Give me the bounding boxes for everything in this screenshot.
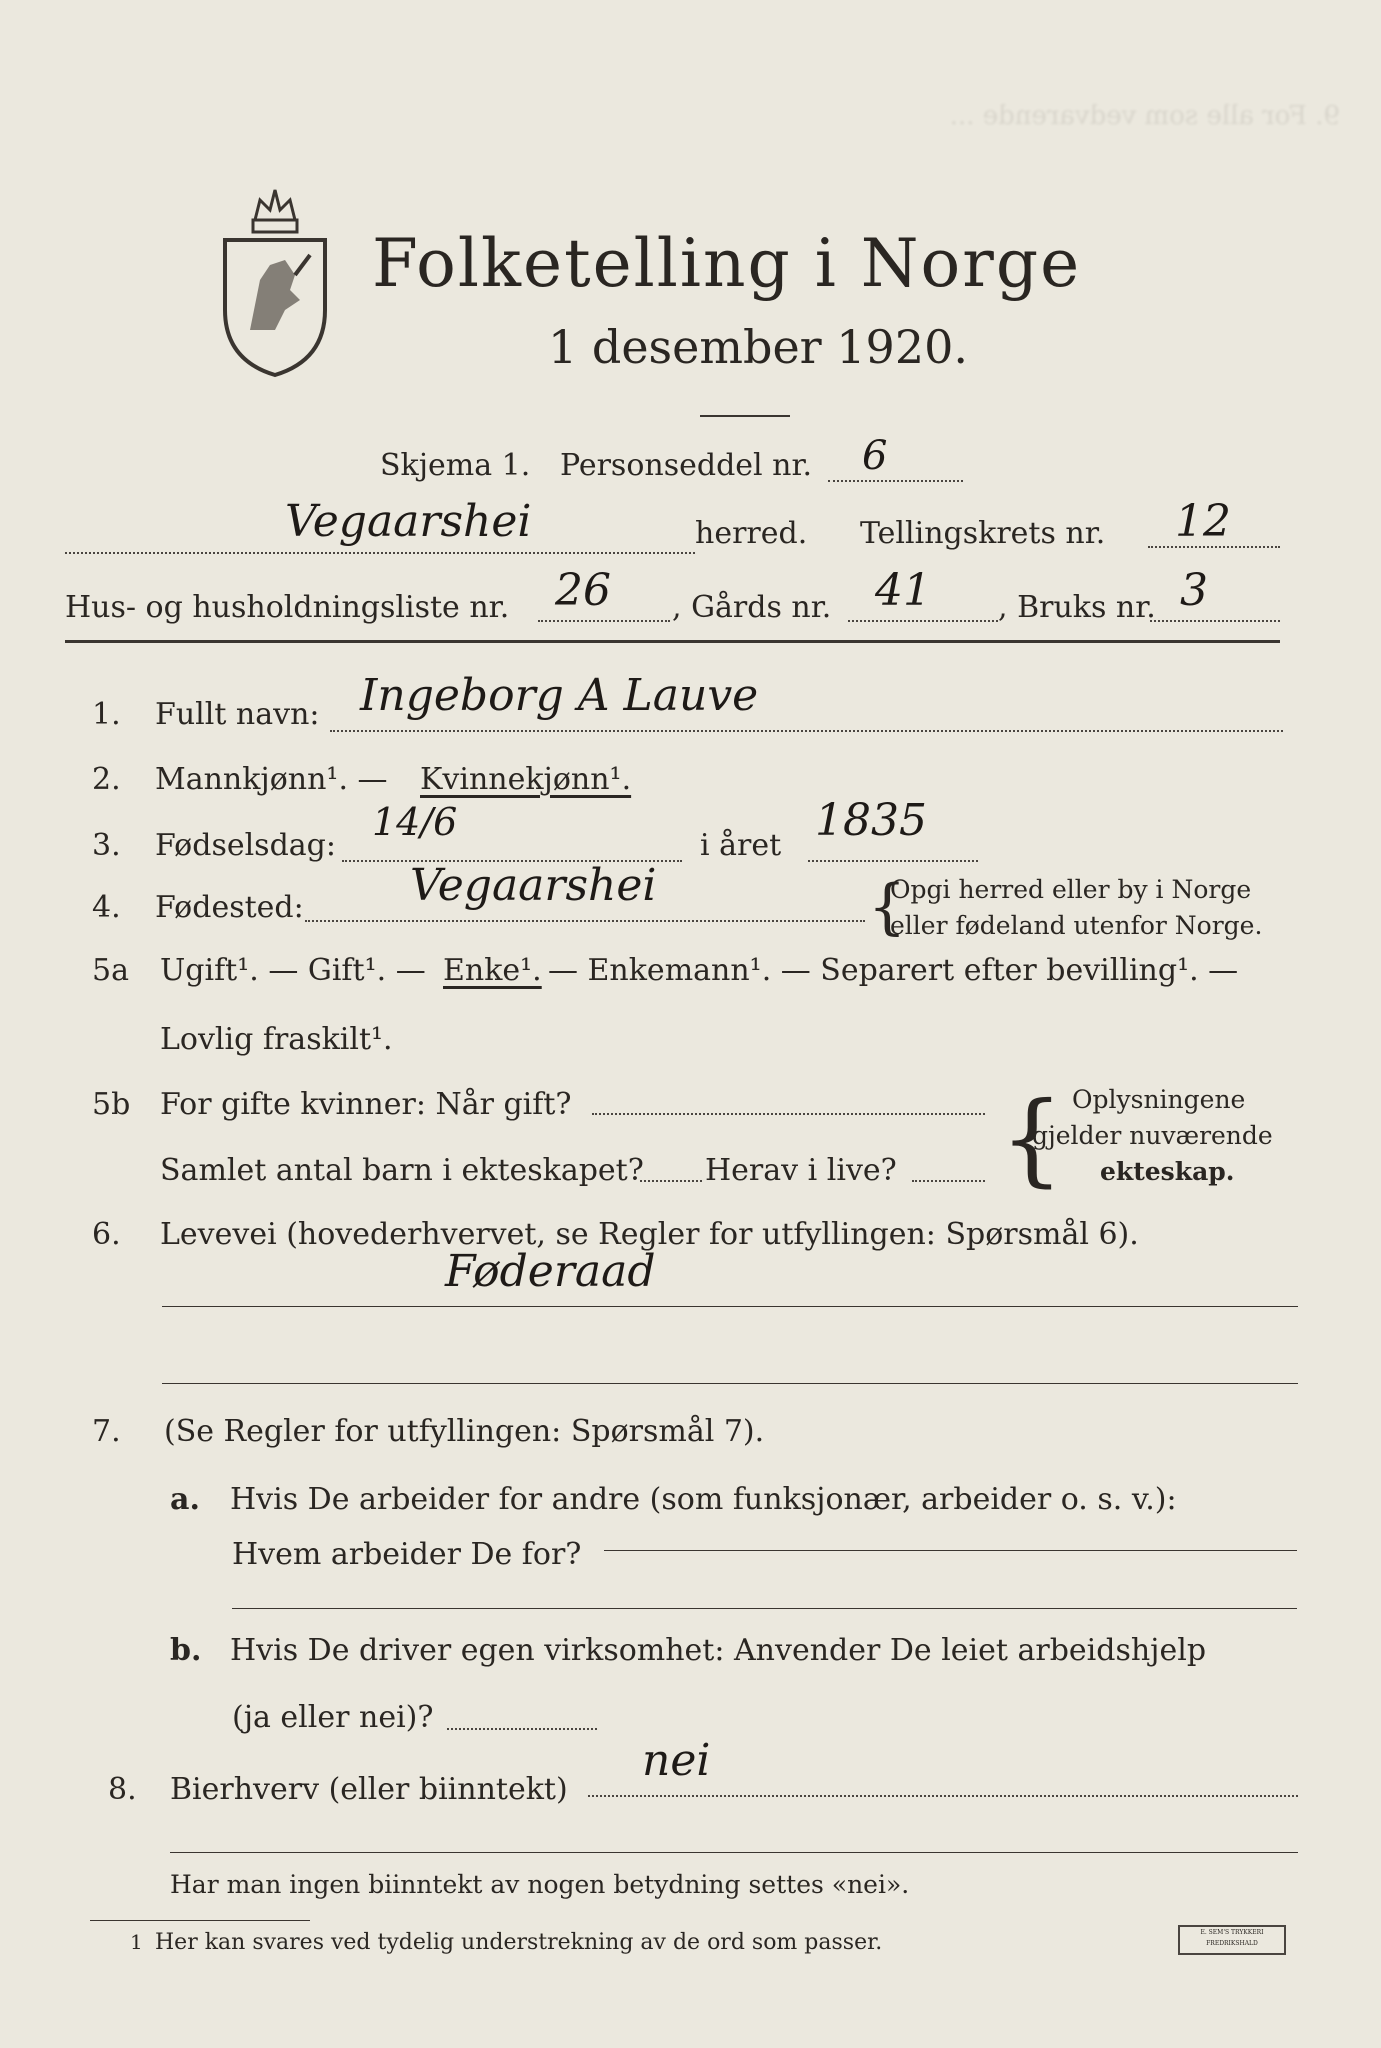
q3-year-line bbox=[808, 860, 978, 862]
herred-value[interactable]: Vegaarshei bbox=[285, 496, 532, 547]
q5b-children-line bbox=[640, 1180, 702, 1182]
q7a-line bbox=[604, 1550, 1297, 1551]
q7b-label: Hvis De driver egen virksomhet: Anvender De leiet arbeidshjelp bbox=[230, 1633, 1207, 1668]
tellingskrets-value[interactable]: 12 bbox=[1175, 496, 1231, 547]
personseddel-line bbox=[828, 480, 963, 482]
q3-value[interactable]: 14/6 bbox=[372, 800, 458, 844]
tellingskrets-label: Tellingskrets nr. bbox=[860, 516, 1106, 551]
schema-label: Skjema 1. bbox=[380, 448, 531, 483]
bruks-label: , Bruks nr. bbox=[998, 590, 1156, 625]
q5b-number: 5b bbox=[92, 1087, 131, 1122]
q5b-label-2: Samlet antal barn i ekteskapet? bbox=[160, 1153, 644, 1188]
q4-note-1: Opgi herred eller by i Norge bbox=[890, 875, 1252, 904]
q5a-number: 5a bbox=[92, 953, 129, 988]
q5b-label-3: Herav i live? bbox=[705, 1153, 897, 1188]
hus-label: Hus- og husholdningsliste nr. bbox=[65, 590, 510, 625]
q4-line bbox=[305, 920, 865, 922]
q7b-number: b. bbox=[170, 1633, 202, 1668]
q6-label: Levevei (hovederhvervet, se Regler for utfyllingen: Spørsmål 6). bbox=[160, 1217, 1139, 1252]
footnote-divider bbox=[90, 1920, 310, 1921]
q5b-note-2: gjelder nuværende bbox=[1032, 1121, 1273, 1150]
bruks-value[interactable]: 3 bbox=[1180, 565, 1208, 616]
q5b-label-1: For gifte kvinner: Når gift? bbox=[160, 1087, 572, 1122]
bruks-line bbox=[1150, 620, 1280, 622]
bleed-through-text: 9. For alle som vedvarende ... bbox=[949, 101, 1340, 131]
q5a-options-1[interactable]: Ugift¹. — Gift¹. — bbox=[160, 953, 426, 988]
q8-line bbox=[588, 1795, 1298, 1797]
q3-year-value[interactable]: 1835 bbox=[815, 795, 927, 846]
personseddel-value[interactable]: 6 bbox=[862, 433, 888, 479]
q5b-note-3: ekteskap. bbox=[1100, 1157, 1235, 1186]
q7b-line bbox=[447, 1728, 597, 1730]
q7-label: (Se Regler for utfyllingen: Spørsmål 7). bbox=[164, 1414, 765, 1449]
q5b-alive-line bbox=[912, 1180, 985, 1182]
q8-number: 8. bbox=[108, 1772, 137, 1807]
q8-value[interactable]: nei bbox=[642, 1735, 711, 1786]
q1-number: 1. bbox=[92, 697, 121, 732]
q7a-label: Hvis De arbeider for andre (som funksjonær, arbeider o. s. v.): bbox=[230, 1482, 1177, 1517]
q8-label: Bierhverv (eller biinntekt) bbox=[170, 1772, 568, 1807]
q7b-label-2: (ja eller nei)? bbox=[232, 1700, 434, 1735]
q5b-note-1: Oplysningene bbox=[1072, 1085, 1246, 1114]
q2-female-option[interactable]: Kvinnekjønn¹. bbox=[420, 762, 632, 797]
q7a-line-2 bbox=[232, 1608, 1297, 1609]
q3-year-label: i året bbox=[700, 828, 782, 863]
q7a-number: a. bbox=[170, 1482, 200, 1517]
printer-stamp: E. SEM'S TRYKKERI FREDRIKSHALD bbox=[1178, 1925, 1286, 1955]
q4-note-2: eller fødeland utenfor Norge. bbox=[890, 911, 1263, 940]
q5a-options-2[interactable]: — Enkemann¹. — Separert efter bevilling¹. — bbox=[548, 953, 1239, 988]
q1-label: Fullt navn: bbox=[155, 697, 320, 732]
q1-value[interactable]: Ingeborg A Lauve bbox=[360, 670, 759, 721]
gards-label: , Gårds nr. bbox=[672, 590, 832, 625]
q6-line-2 bbox=[162, 1383, 1298, 1384]
page-title: Folketelling i Norge bbox=[372, 225, 1082, 302]
q6-number: 6. bbox=[92, 1217, 121, 1252]
q8-note: Har man ingen biinntekt av nogen betydning settes «nei». bbox=[170, 1870, 910, 1899]
q3-label: Fødselsdag: bbox=[155, 828, 336, 863]
footnote-text: Her kan svares ved tydelig understrekning av de ord som passer. bbox=[155, 1930, 883, 1955]
gards-value[interactable]: 41 bbox=[875, 565, 931, 616]
q5b-brace: { bbox=[1000, 1080, 1064, 1197]
footnote-mark: 1 bbox=[130, 1930, 143, 1954]
q2-male-option[interactable]: Mannkjønn¹. — bbox=[155, 762, 388, 797]
coat-of-arms-icon bbox=[215, 180, 335, 380]
q4-label: Fødested: bbox=[155, 890, 304, 925]
q5a-enke-option[interactable]: Enke¹. bbox=[443, 953, 542, 988]
q4-brace: { bbox=[868, 872, 907, 942]
herred-line bbox=[65, 552, 695, 554]
herred-label: herred. bbox=[695, 516, 808, 551]
q6-line bbox=[162, 1306, 1298, 1307]
section-divider bbox=[65, 640, 1280, 643]
q2-number: 2. bbox=[92, 762, 121, 797]
q7-number: 7. bbox=[92, 1414, 121, 1449]
q5a-options-3[interactable]: Lovlig fraskilt¹. bbox=[160, 1022, 393, 1057]
q4-number: 4. bbox=[92, 890, 121, 925]
personseddel-label: Personseddel nr. bbox=[560, 448, 813, 483]
q4-value[interactable]: Vegaarshei bbox=[410, 860, 657, 911]
q6-value[interactable]: Føderaad bbox=[445, 1246, 656, 1297]
census-date: 1 desember 1920. bbox=[548, 320, 968, 374]
q7a-label-2: Hvem arbeider De for? bbox=[232, 1537, 582, 1572]
q5b-married-line bbox=[592, 1113, 985, 1115]
q8-line-2 bbox=[170, 1852, 1298, 1853]
hus-line bbox=[538, 620, 670, 622]
q1-line bbox=[330, 730, 1283, 732]
gards-line bbox=[848, 620, 998, 622]
q3-number: 3. bbox=[92, 828, 121, 863]
hus-value[interactable]: 26 bbox=[555, 565, 611, 616]
title-divider bbox=[700, 415, 790, 417]
